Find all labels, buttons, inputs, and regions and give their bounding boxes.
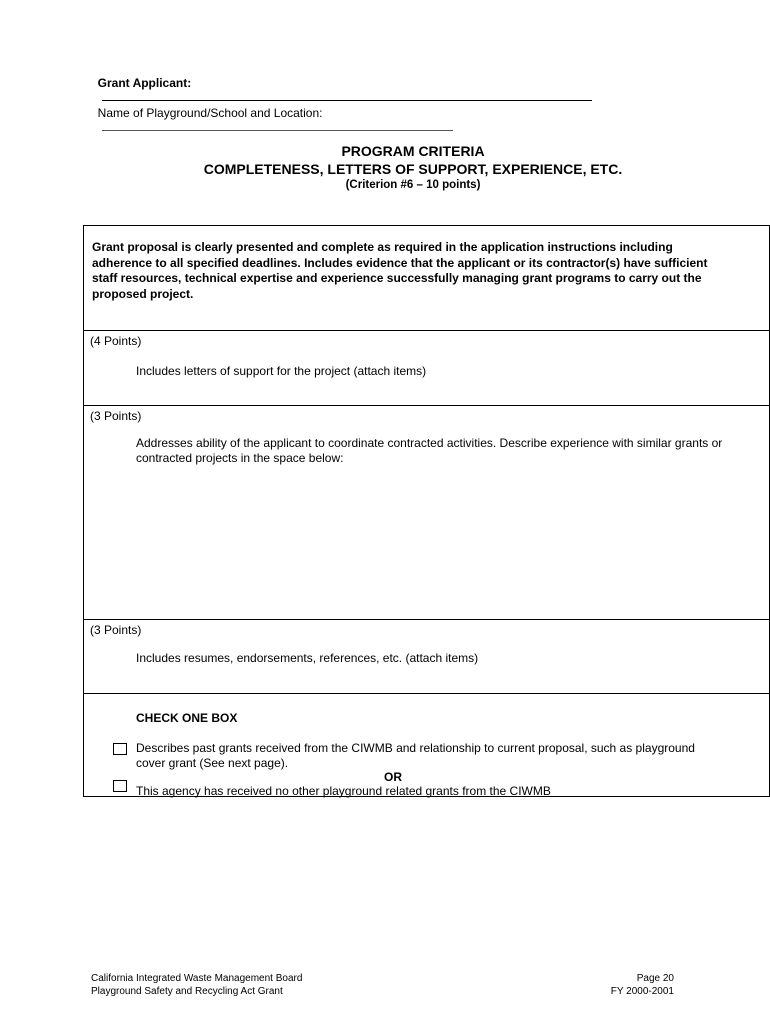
criteria-text: Includes resumes, endorsements, references, etc. (attach items) [136,651,479,665]
footer-org-name: California Integrated Waste Management Board [91,973,303,984]
footer-right [560,972,674,998]
criteria-row [84,406,769,620]
page-number: Page 20 [636,973,674,984]
past-grants-checkbox[interactable] [113,743,127,755]
intro-text: Grant proposal is clearly presented and complete as required in the application instructions including adherence to all specified deadlines. Includes evidence that the applicant or its contractor(s) have sufficient staff resources, technical expertise and experience successfully managing grant programs to carry out the proposed project. [92,240,708,301]
criteria-row [84,620,769,694]
location-label: Name of Playground/School and Location: [97,106,323,120]
fiscal-year: FY 2000-2001 [610,986,674,997]
criteria-table [83,225,770,797]
title-line-2: COMPLETENESS, LETTERS OF SUPPORT, EXPERIENCE, ETC. [203,161,623,177]
check-one-box-heading: CHECK ONE BOX [136,711,238,725]
criterion-subtitle: (Criterion #6 – 10 points) [345,179,481,191]
points-label: (3 Points) [90,409,142,423]
title-block [0,142,770,193]
grant-applicant-label: Grant Applicant: [97,76,192,90]
criteria-text: Addresses ability of the applicant to coordinate contracted activities. Describe experience with similar grants or contracted projects in the space below: [136,436,723,465]
past-grants-option-text: Describes past grants received from the CIWMB and relationship to current proposal, such as playground cover grant (See next page). [136,741,695,770]
intro-row [84,226,769,331]
no-grants-option-text: This agency has received no other playground related grants from the CIWMB [136,784,551,798]
criteria-row [84,331,769,406]
title-line-1: PROGRAM CRITERIA [341,143,485,159]
points-label: (4 Points) [90,334,142,348]
footer-left [91,972,302,998]
criteria-text: Includes letters of support for the project (attach items) [136,364,427,378]
check-box-row [84,694,769,798]
location-field[interactable] [102,129,453,131]
no-grants-checkbox[interactable] [113,780,127,792]
or-label: OR [384,770,402,784]
location-line [91,92,453,134]
footer-grant-name: Playground Safety and Recycling Act Grant [91,986,283,997]
points-label: (3 Points) [90,623,142,637]
